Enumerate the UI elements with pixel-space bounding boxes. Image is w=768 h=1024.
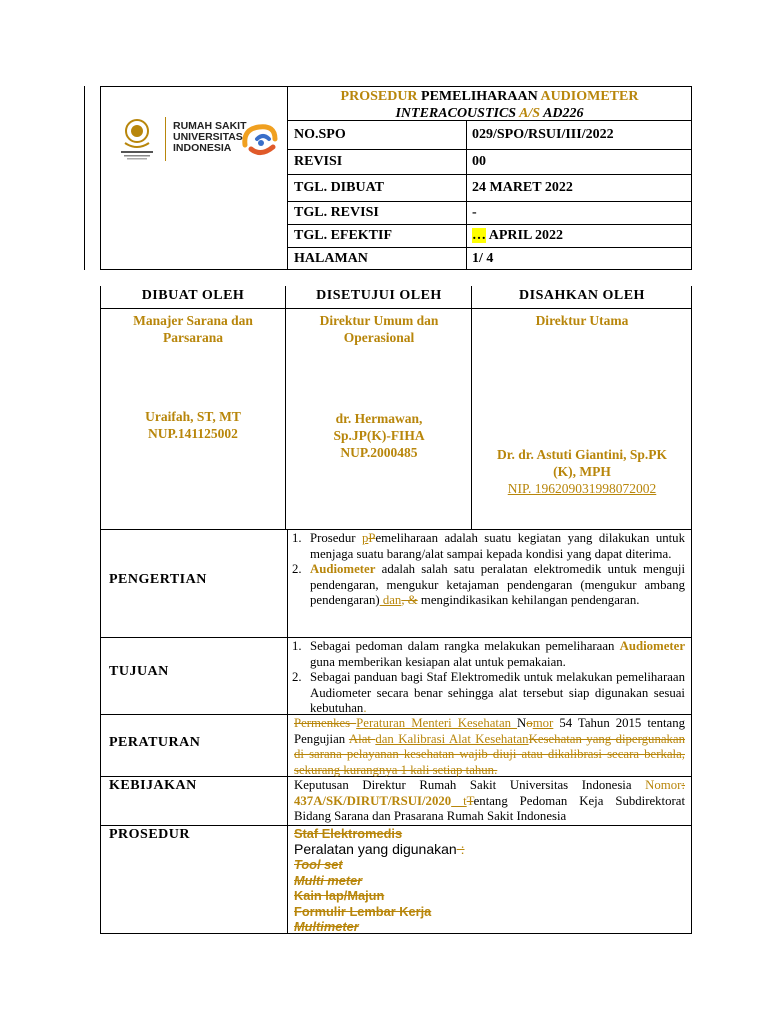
logo-cell <box>101 87 288 269</box>
section-peraturan <box>100 715 692 777</box>
signature-role <box>472 312 692 329</box>
signature-header: DISAHKAN OLEH <box>472 286 692 309</box>
section-content <box>287 715 691 776</box>
section-prosedur <box>100 826 692 934</box>
margin-line <box>84 86 85 270</box>
info-row-halaman <box>288 248 691 269</box>
section-label: KEBIJAKAN <box>109 778 197 793</box>
role-line: Manajer Sarana dan <box>133 313 253 328</box>
section-label: TUJUAN <box>109 664 169 679</box>
title-part: AD226 <box>543 106 584 121</box>
signature-made-by <box>101 286 285 529</box>
title-part: AUDIOMETER <box>540 89 639 104</box>
name-line: Uraifah, ST, MT <box>145 409 241 424</box>
name-line: dr. Hermawan, <box>335 411 423 426</box>
name-line: NUP.2000485 <box>340 445 418 460</box>
role-line: Parsarana <box>163 330 223 345</box>
section-label: PERATURAN <box>109 735 201 750</box>
name-line: Sp.JP(K)-FIHA <box>333 428 425 443</box>
info-key: NO.SPO <box>294 127 346 142</box>
logo-line: INDONESIA <box>173 142 232 154</box>
procedure-line: Tool set <box>294 857 343 872</box>
info-key: TGL. DIBUAT <box>294 180 384 195</box>
signature-name <box>472 446 692 497</box>
info-key: REVISI <box>294 154 343 169</box>
crest-icon <box>117 117 157 163</box>
signature-role <box>101 312 285 346</box>
info-value: 24 MARET 2022 <box>472 180 573 195</box>
list-item: 2. Sebagai panduan bagi Staf Elektromedik untuk melakukan pemeliharaan Audiometer secara benar sehingga alat tersebut siap digunakan sesuai kebutuhan. <box>292 670 685 715</box>
signature-ratified-by <box>471 286 692 529</box>
title-part: PROSEDUR <box>340 89 422 104</box>
name-line: NUP.141125002 <box>148 426 238 441</box>
section-content <box>287 777 691 825</box>
info-key: TGL. EFEKTIF <box>294 228 393 243</box>
role-line: Direktur Umum dan <box>319 313 439 328</box>
signature-block <box>100 286 692 530</box>
procedure-line: Kain lap/Majun <box>294 888 385 903</box>
name-line: NIP. 196209031998072002 <box>507 481 657 496</box>
signature-name <box>286 410 472 461</box>
section-kebijakan <box>100 777 692 826</box>
document-title <box>288 87 691 121</box>
info-key: HALAMAN <box>294 250 368 266</box>
logo-text <box>173 121 247 154</box>
title-part: INTERACOUSTICS <box>395 106 520 121</box>
info-row-tgl-efektif <box>288 225 691 248</box>
procedure-line: Peralatan yang digunakan : <box>294 840 465 857</box>
kebijakan-text: Keputusan Direktur Rumah Sakit Universitas Indonesia Nomor: 437A/SK/DIRUT/RSUI/2020 tTentang Pedoman Keja Subdirektorat Bidang Sarana dan Prasarana Rumah Sakit Indonesia <box>294 778 685 823</box>
signature-name <box>101 408 285 442</box>
info-row-revisi <box>288 150 691 175</box>
logo-line: RUMAH SAKIT <box>173 120 247 132</box>
info-value <box>472 228 563 244</box>
name-line: (K), MPH <box>553 464 611 479</box>
info-value-text: APRIL 2022 <box>486 228 564 243</box>
highlight-placeholder: … <box>472 228 486 243</box>
info-value: 00 <box>472 154 486 169</box>
info-value: 029/SPO/RSUI/III/2022 <box>472 127 614 142</box>
list-item: 2. Audiometer adalah salah satu peralatan elektromedik untuk menguji pendengaran, mengukur ketajaman pendengaran (mengukur ambang pendengaran) dan, & mengindikasikan kehilangan pendengaran. <box>292 562 685 607</box>
section-label: PENGERTIAN <box>109 572 207 587</box>
info-row-tgl-revisi <box>288 202 691 225</box>
signature-approved-by <box>285 286 472 529</box>
signature-header: DIBUAT OLEH <box>101 286 285 309</box>
info-row-spo <box>288 121 691 150</box>
procedure-line: Multimeter <box>294 919 359 934</box>
procedure-line: Formulir Lembar Kerja <box>294 903 432 919</box>
section-content <box>287 530 691 637</box>
section-tujuan <box>100 638 692 715</box>
logo-line: UNIVERSITAS <box>173 131 243 143</box>
info-value: - <box>472 205 477 220</box>
section-content <box>287 826 691 933</box>
document-header <box>100 86 692 270</box>
role-line: Operasional <box>343 330 415 345</box>
list-item: 1. Prosedur pPemeliharaan adalah suatu kegiatan yang dilakukan untuk menjaga suatu barang/alat sampai kepada kondisi yang dapat diterima. <box>292 531 685 561</box>
procedure-line: Multi meter <box>294 872 363 888</box>
name-line: Dr. dr. Astuti Giantini, Sp.PK <box>496 447 668 462</box>
signature-role <box>286 312 472 346</box>
logo-divider <box>165 117 166 161</box>
procedure-line: Staf Elektromedis <box>294 826 403 841</box>
role-line: Direktur Utama <box>535 313 629 328</box>
section-pengertian <box>100 530 692 638</box>
section-label: PROSEDUR <box>109 827 191 842</box>
hospital-logo <box>117 117 279 167</box>
list-item: 1. Sebagai pedoman dalam rangka melakukan pemeliharaan Audiometer guna memberikan kesiapan alat untuk pemakaian. <box>292 639 685 669</box>
title-part: PEMELIHARAAN <box>421 89 541 104</box>
swirl-logo-icon <box>239 121 283 161</box>
info-row-tgl-dibuat <box>288 175 691 202</box>
title-part: A/S <box>519 106 544 121</box>
signature-header: DISETUJUI OLEH <box>286 286 472 309</box>
peraturan-text: Permenkes Peraturan Menteri Kesehatan Nomor 54 Tahun 2015 tentang Pengujian Alat dan Kalibrasi Alat KesehatanKesehatan yang dipergunakan di sarana pelayanan kesehatan wajib diuji atau dikalibrasi secara berkala, sekurang kurangnya 1 kali setiap tahun. <box>294 716 685 777</box>
section-content <box>287 638 691 714</box>
info-key: TGL. REVISI <box>294 205 379 220</box>
info-value: 1/ 4 <box>472 250 494 266</box>
